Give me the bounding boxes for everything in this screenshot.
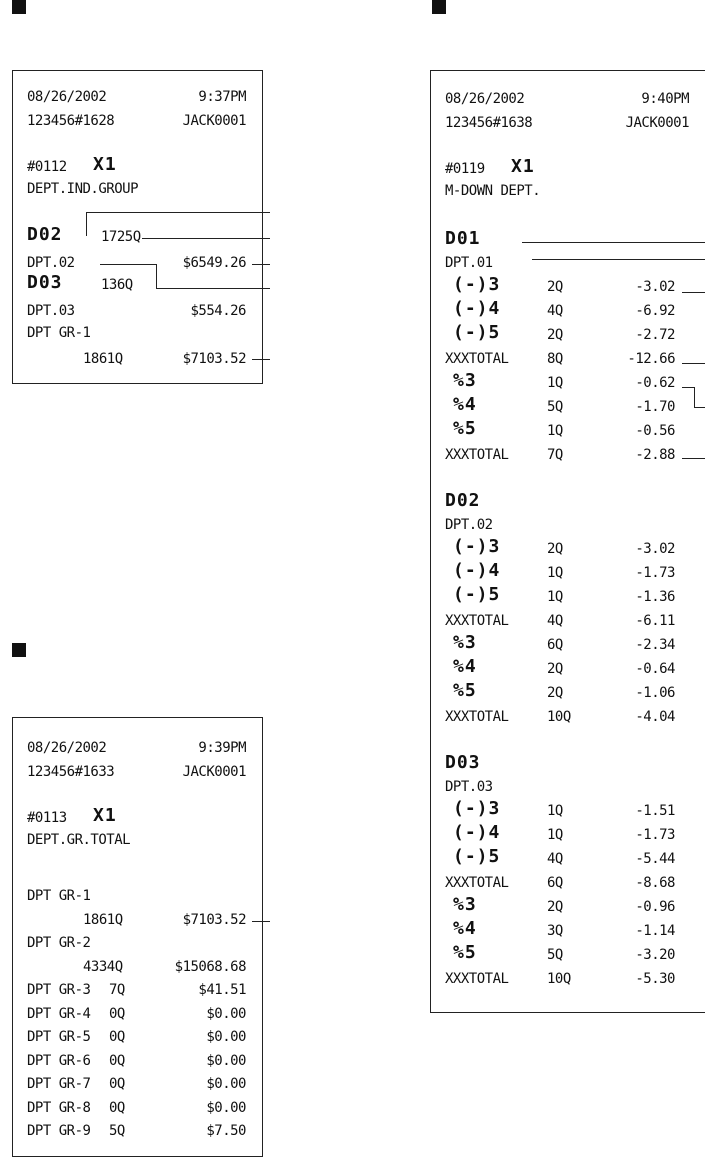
quantity: 0Q bbox=[109, 1076, 125, 1092]
amount: -0.62 bbox=[635, 375, 675, 391]
amount: -5.44 bbox=[635, 851, 675, 867]
discount-label: XXXTOTAL bbox=[445, 709, 509, 725]
dept-code: DPT GR-1 bbox=[27, 325, 91, 341]
receipt-date: 08/26/2002 bbox=[27, 89, 107, 105]
quantity: 2Q bbox=[547, 685, 563, 701]
leader-line bbox=[682, 387, 694, 388]
amount: $7103.52 bbox=[182, 912, 246, 928]
quantity: 3Q bbox=[547, 923, 563, 939]
leader-line bbox=[532, 259, 705, 260]
report-title: DEPT.IND.GROUP bbox=[27, 181, 139, 197]
leader-line bbox=[694, 387, 695, 407]
amount: $15068.68 bbox=[174, 959, 246, 975]
quantity: 1725Q bbox=[101, 229, 141, 245]
amount: -2.88 bbox=[635, 447, 675, 463]
amount: $0.00 bbox=[206, 1029, 246, 1045]
discount-label: (-)4 bbox=[453, 560, 501, 581]
quantity: 10Q bbox=[547, 709, 571, 725]
leader-line bbox=[252, 921, 270, 922]
quantity: 10Q bbox=[547, 971, 571, 987]
leader-line bbox=[156, 264, 157, 288]
amount: -2.34 bbox=[635, 637, 675, 653]
discount-label: %3 bbox=[453, 894, 477, 915]
amount: $6549.26 bbox=[182, 255, 246, 271]
quantity: 0Q bbox=[109, 1053, 125, 1069]
receipt-clerk: JACK0001 bbox=[182, 113, 246, 129]
leader-line bbox=[682, 458, 705, 459]
amount: -1.73 bbox=[635, 827, 675, 843]
section-marker bbox=[432, 0, 446, 14]
quantity: 0Q bbox=[109, 1006, 125, 1022]
group-label: DPT GR-7 bbox=[27, 1076, 91, 1092]
amount: $7.50 bbox=[206, 1123, 246, 1139]
quantity: 2Q bbox=[547, 661, 563, 677]
quantity: 1Q bbox=[547, 803, 563, 819]
discount-label: XXXTOTAL bbox=[445, 613, 509, 629]
amount: -3.02 bbox=[635, 541, 675, 557]
amount: -4.04 bbox=[635, 709, 675, 725]
quantity: 2Q bbox=[547, 541, 563, 557]
amount: $0.00 bbox=[206, 1100, 246, 1116]
amount: -2.72 bbox=[635, 327, 675, 343]
receipt-date: 08/26/2002 bbox=[445, 91, 525, 107]
quantity: 1Q bbox=[547, 423, 563, 439]
dept-code: D02 bbox=[27, 224, 63, 245]
dept-name: DPT.03 bbox=[445, 779, 493, 795]
quantity: 2Q bbox=[547, 279, 563, 295]
quantity: 5Q bbox=[547, 947, 563, 963]
amount: $7103.52 bbox=[182, 351, 246, 367]
leader-line bbox=[252, 264, 270, 265]
amount: -8.68 bbox=[635, 875, 675, 891]
quantity: 6Q bbox=[547, 637, 563, 653]
receipt-id: 123456#1638 bbox=[445, 115, 533, 131]
discount-label: (-)5 bbox=[453, 846, 501, 867]
discount-label: (-)4 bbox=[453, 822, 501, 843]
leader-line bbox=[86, 212, 270, 213]
discount-label: XXXTOTAL bbox=[445, 447, 509, 463]
quantity: 1Q bbox=[547, 589, 563, 605]
dept-name: DPT.01 bbox=[445, 255, 493, 271]
quantity: 0Q bbox=[109, 1029, 125, 1045]
group-label: DPT GR-1 bbox=[27, 888, 91, 904]
quantity: 4Q bbox=[547, 851, 563, 867]
amount: -0.96 bbox=[635, 899, 675, 915]
amount: -3.02 bbox=[635, 279, 675, 295]
discount-label: (-)3 bbox=[453, 274, 501, 295]
discount-label: %5 bbox=[453, 942, 477, 963]
quantity: 8Q bbox=[547, 351, 563, 367]
quantity: 4334Q bbox=[83, 959, 123, 975]
discount-label: %4 bbox=[453, 394, 477, 415]
group-label: DPT GR-4 bbox=[27, 1006, 91, 1022]
amount: -1.51 bbox=[635, 803, 675, 819]
leader-line bbox=[252, 359, 270, 360]
report-title: DEPT.GR.TOTAL bbox=[27, 832, 131, 848]
discount-label: %3 bbox=[453, 370, 477, 391]
receipt-dept-gr-total bbox=[12, 717, 263, 1157]
amount: -3.20 bbox=[635, 947, 675, 963]
leader-line bbox=[100, 264, 157, 265]
leader-line bbox=[156, 288, 270, 289]
quantity: 1861Q bbox=[83, 351, 123, 367]
amount: $0.00 bbox=[206, 1006, 246, 1022]
amount: $41.51 bbox=[198, 982, 246, 998]
receipt-date: 08/26/2002 bbox=[27, 740, 107, 756]
group-label: DPT GR-5 bbox=[27, 1029, 91, 1045]
leader-line bbox=[682, 292, 705, 293]
discount-label: XXXTOTAL bbox=[445, 351, 509, 367]
report-mode: X1 bbox=[93, 805, 117, 826]
dept-code: D03 bbox=[27, 272, 63, 293]
group-label: DPT GR-6 bbox=[27, 1053, 91, 1069]
dept-code: DPT.03 bbox=[27, 303, 75, 319]
quantity: 7Q bbox=[109, 982, 125, 998]
amount: -0.56 bbox=[635, 423, 675, 439]
group-label: DPT GR-8 bbox=[27, 1100, 91, 1116]
receipt-time: 9:37PM bbox=[198, 89, 246, 105]
discount-label: %4 bbox=[453, 918, 477, 939]
amount: -12.66 bbox=[627, 351, 675, 367]
quantity: 1Q bbox=[547, 375, 563, 391]
discount-label: (-)5 bbox=[453, 322, 501, 343]
receipt-time: 9:39PM bbox=[198, 740, 246, 756]
quantity: 4Q bbox=[547, 303, 563, 319]
quantity: 4Q bbox=[547, 613, 563, 629]
leader-line bbox=[694, 407, 705, 408]
amount: -1.70 bbox=[635, 399, 675, 415]
discount-label: (-)3 bbox=[453, 798, 501, 819]
amount: $0.00 bbox=[206, 1053, 246, 1069]
amount: -6.92 bbox=[635, 303, 675, 319]
group-label: DPT GR-9 bbox=[27, 1123, 91, 1139]
report-mode: X1 bbox=[93, 154, 117, 175]
quantity: 5Q bbox=[547, 399, 563, 415]
amount: $554.26 bbox=[190, 303, 246, 319]
dept-code: D03 bbox=[445, 752, 481, 773]
amount: -1.36 bbox=[635, 589, 675, 605]
quantity: 136Q bbox=[101, 277, 133, 293]
quantity: 7Q bbox=[547, 447, 563, 463]
leader-line bbox=[522, 242, 705, 243]
receipt-id: 123456#1633 bbox=[27, 764, 115, 780]
amount: -6.11 bbox=[635, 613, 675, 629]
section-marker bbox=[12, 0, 26, 14]
quantity: 1Q bbox=[547, 827, 563, 843]
quantity: 2Q bbox=[547, 327, 563, 343]
dept-name: DPT.02 bbox=[445, 517, 493, 533]
report-mode: X1 bbox=[511, 156, 535, 177]
group-label: DPT GR-3 bbox=[27, 982, 91, 998]
receipt-clerk: JACK0001 bbox=[625, 115, 689, 131]
quantity: 0Q bbox=[109, 1100, 125, 1116]
section-marker bbox=[12, 643, 26, 657]
group-label: DPT GR-2 bbox=[27, 935, 91, 951]
amount: -0.64 bbox=[635, 661, 675, 677]
report-number: #0119 bbox=[445, 161, 485, 177]
leader-line bbox=[142, 238, 270, 239]
discount-label: %5 bbox=[453, 418, 477, 439]
discount-label: (-)4 bbox=[453, 298, 501, 319]
discount-label: XXXTOTAL bbox=[445, 971, 509, 987]
quantity: 1861Q bbox=[83, 912, 123, 928]
discount-label: %3 bbox=[453, 632, 477, 653]
amount: -1.06 bbox=[635, 685, 675, 701]
amount: -5.30 bbox=[635, 971, 675, 987]
leader-line bbox=[682, 363, 705, 364]
report-number: #0113 bbox=[27, 810, 67, 826]
discount-label: (-)5 bbox=[453, 584, 501, 605]
dept-code: D01 bbox=[445, 228, 481, 249]
leader-line bbox=[86, 212, 87, 236]
receipt-id: 123456#1628 bbox=[27, 113, 115, 129]
report-title: M-DOWN DEPT. bbox=[445, 183, 541, 199]
receipt-m-down-dept bbox=[430, 70, 705, 1013]
quantity: 1Q bbox=[547, 565, 563, 581]
discount-label: (-)3 bbox=[453, 536, 501, 557]
discount-label: %5 bbox=[453, 680, 477, 701]
quantity: 5Q bbox=[109, 1123, 125, 1139]
discount-label: %4 bbox=[453, 656, 477, 677]
receipt-clerk: JACK0001 bbox=[182, 764, 246, 780]
amount: -1.14 bbox=[635, 923, 675, 939]
amount: $0.00 bbox=[206, 1076, 246, 1092]
quantity: 6Q bbox=[547, 875, 563, 891]
dept-code: DPT.02 bbox=[27, 255, 75, 271]
report-number: #0112 bbox=[27, 159, 67, 175]
dept-code: D02 bbox=[445, 490, 481, 511]
amount: -1.73 bbox=[635, 565, 675, 581]
quantity: 2Q bbox=[547, 899, 563, 915]
receipt-time: 9:40PM bbox=[641, 91, 689, 107]
receipt-dept-ind-group bbox=[12, 70, 263, 384]
discount-label: XXXTOTAL bbox=[445, 875, 509, 891]
